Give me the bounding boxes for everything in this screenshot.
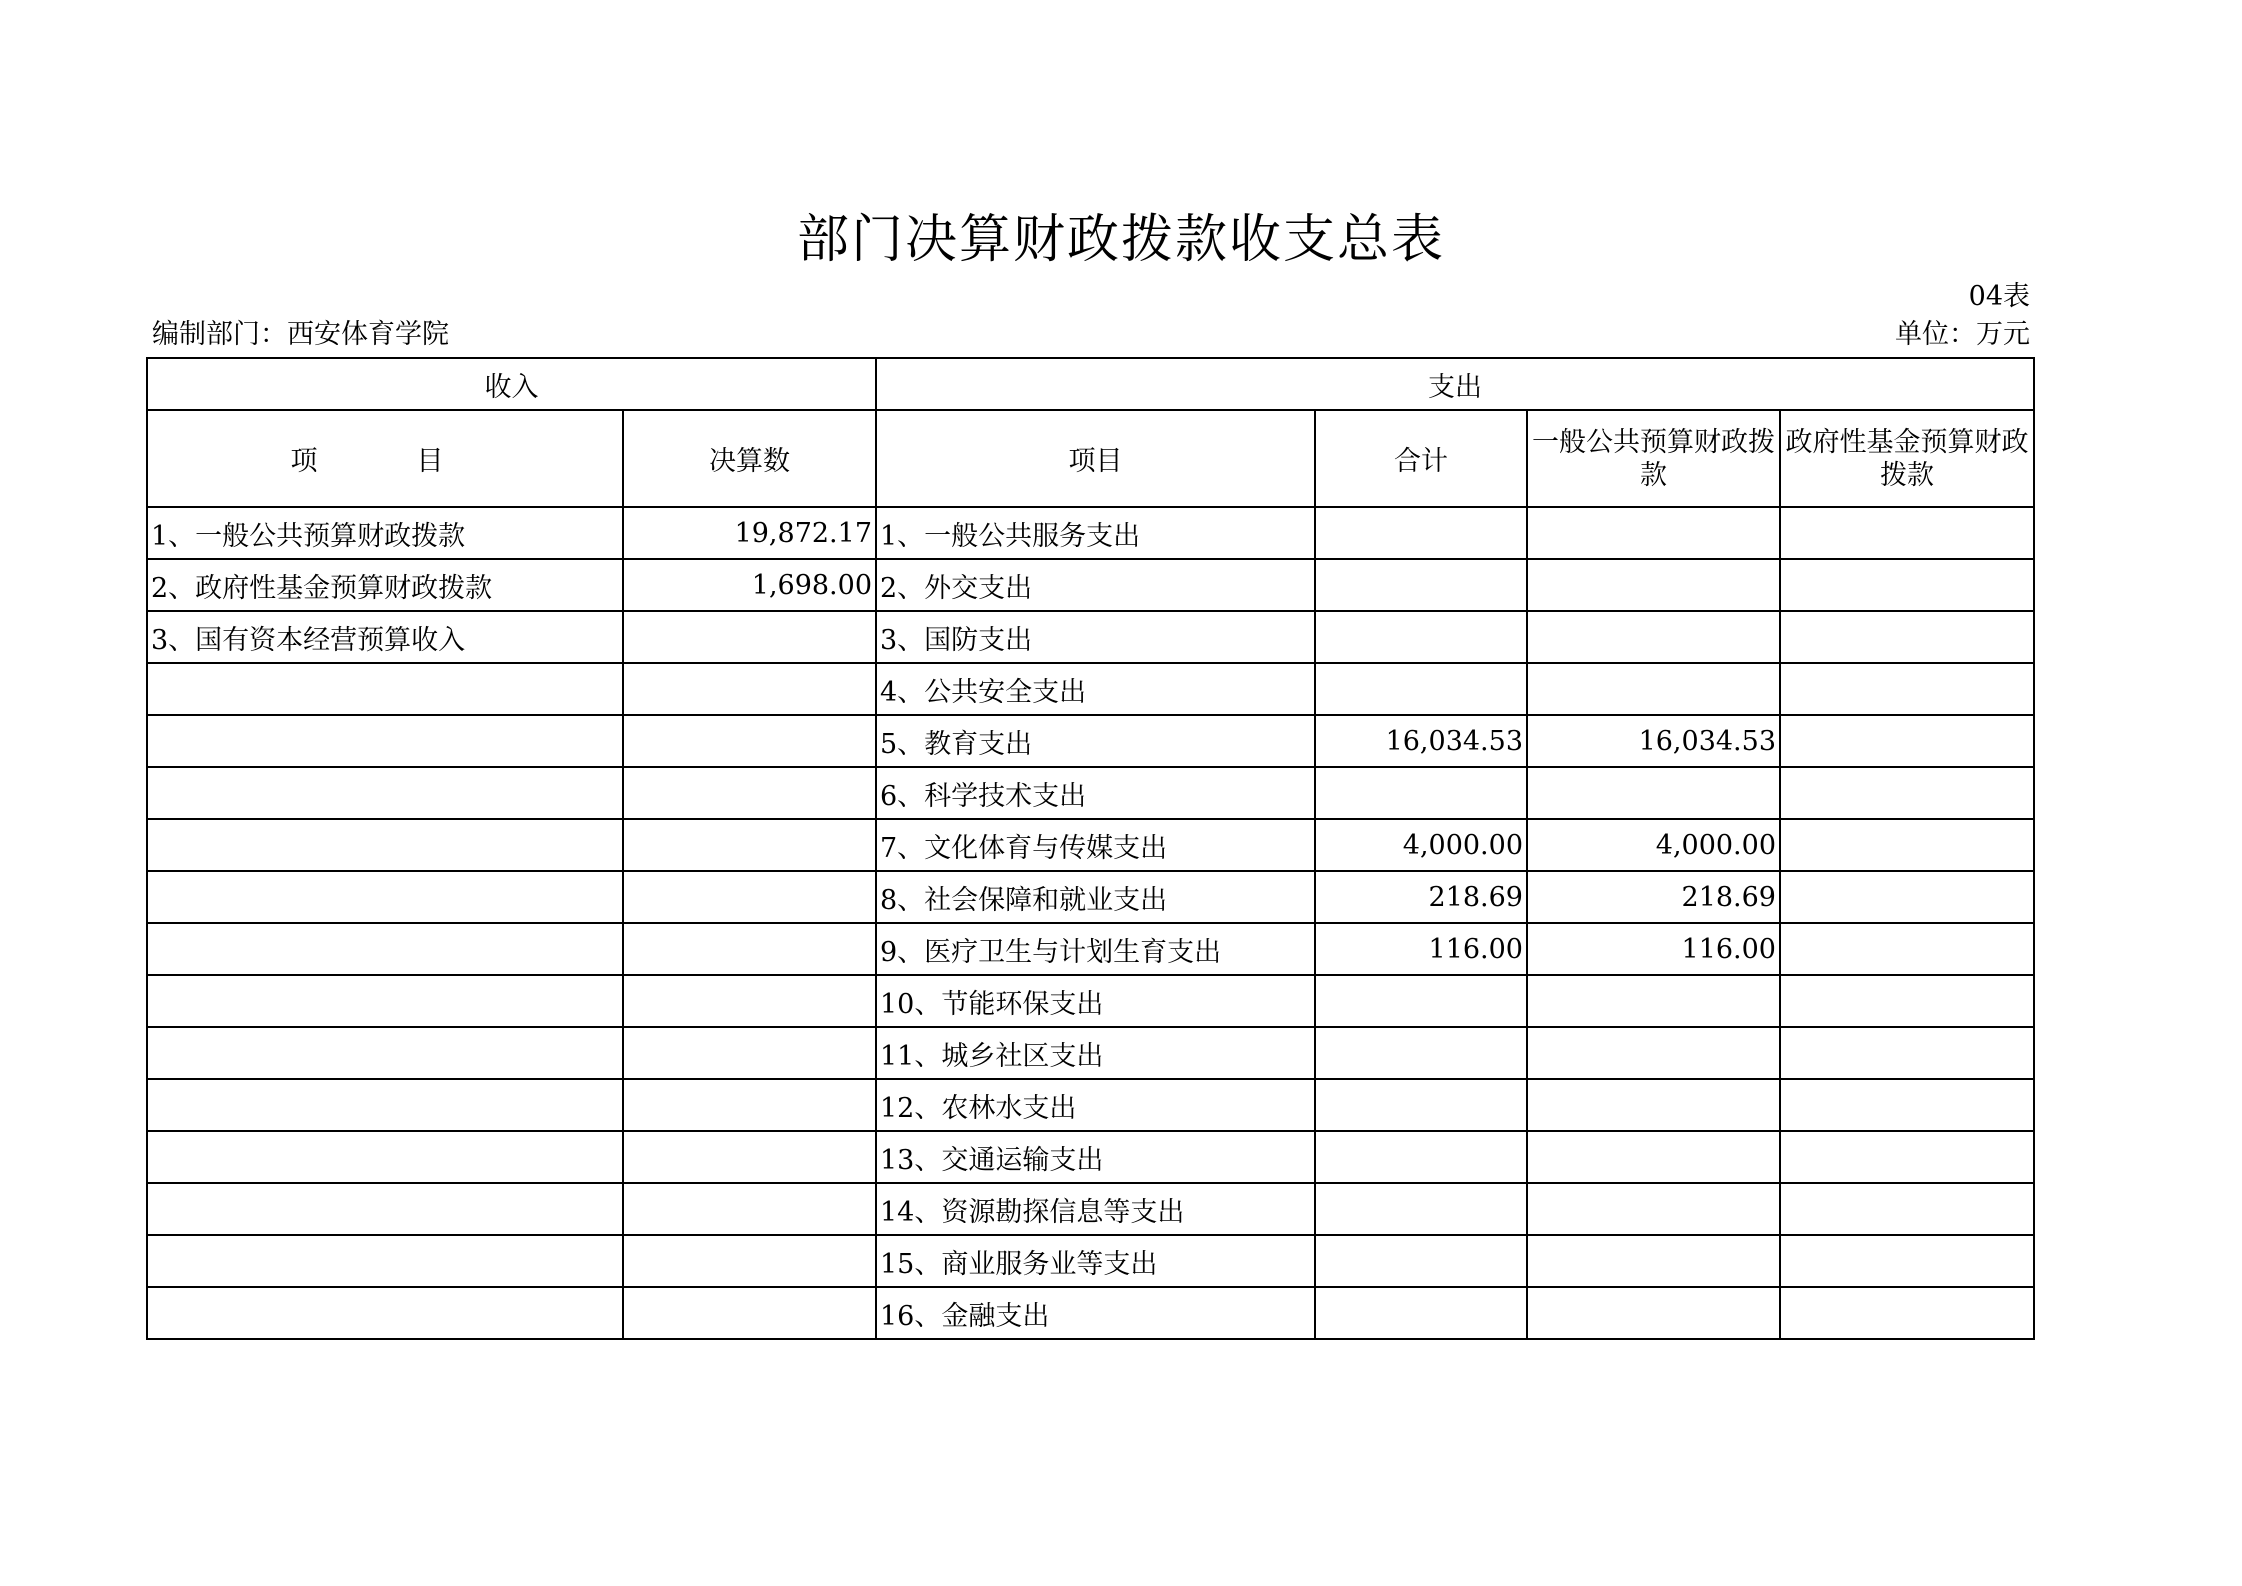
expense-total-cell: 116.00 bbox=[1315, 923, 1527, 975]
table-row bbox=[147, 767, 2034, 819]
table-row bbox=[147, 871, 2034, 923]
expense-total-cell: 16,034.53 bbox=[1315, 715, 1527, 767]
expense-item-cell: 16、金融支出 bbox=[876, 1287, 1315, 1339]
expense-item-cell: 8、社会保障和就业支出 bbox=[876, 871, 1315, 923]
expense-general-cell: 218.69 bbox=[1527, 871, 1780, 923]
expense-fund-cell bbox=[1780, 1079, 2034, 1131]
expense-fund-cell bbox=[1780, 819, 2034, 871]
expense-general-cell bbox=[1527, 1027, 1780, 1079]
income-item-cell bbox=[147, 1183, 623, 1235]
expense-fund-cell bbox=[1780, 507, 2034, 559]
expense-item-cell: 15、商业服务业等支出 bbox=[876, 1235, 1315, 1287]
expense-fund-cell bbox=[1780, 559, 2034, 611]
expense-fund-cell bbox=[1780, 767, 2034, 819]
table-row bbox=[147, 559, 2034, 611]
income-item-cell bbox=[147, 975, 623, 1027]
expense-fund-cell bbox=[1780, 871, 2034, 923]
page-title: 部门决算财政拨款收支总表 bbox=[796, 210, 1445, 270]
expense-item-cell: 1、一般公共服务支出 bbox=[876, 507, 1315, 559]
expense-item-cell: 6、科学技术支出 bbox=[876, 767, 1315, 819]
expense-general-cell bbox=[1527, 1183, 1780, 1235]
expense-item-cell: 13、交通运输支出 bbox=[876, 1131, 1315, 1183]
table-row bbox=[147, 1287, 2034, 1339]
income-item-header bbox=[147, 410, 623, 507]
income-item-cell bbox=[147, 1079, 623, 1131]
income-item-header-text: 项 目 bbox=[290, 446, 480, 477]
expense-fund-cell bbox=[1780, 715, 2034, 767]
income-item-cell bbox=[147, 819, 623, 871]
income-item-cell bbox=[147, 715, 623, 767]
expense-total-cell bbox=[1315, 767, 1527, 819]
income-amount-cell bbox=[623, 975, 876, 1027]
expense-fund-cell bbox=[1780, 923, 2034, 975]
table-row bbox=[147, 611, 2034, 663]
expense-general-cell: 16,034.53 bbox=[1527, 715, 1780, 767]
table-row bbox=[147, 819, 2034, 871]
expense-total-cell bbox=[1315, 1183, 1527, 1235]
expense-total-cell: 4,000.00 bbox=[1315, 819, 1527, 871]
expense-fund-cell bbox=[1780, 1183, 2034, 1235]
income-item-cell: 1、一般公共预算财政拨款 bbox=[147, 507, 623, 559]
expense-total-cell: 218.69 bbox=[1315, 871, 1527, 923]
expense-item-cell: 7、文化体育与传媒支出 bbox=[876, 819, 1315, 871]
expense-item-cell: 11、城乡社区支出 bbox=[876, 1027, 1315, 1079]
form-number: 04表 bbox=[1968, 281, 2030, 312]
unit-label: 单位：万元 bbox=[1895, 319, 2030, 350]
table-row bbox=[147, 663, 2034, 715]
income-amount-cell bbox=[623, 1235, 876, 1287]
group-header-row bbox=[147, 358, 2034, 410]
income-amount-cell: 19,872.17 bbox=[623, 507, 876, 559]
expense-total-header: 合计 bbox=[1315, 410, 1527, 507]
expense-fund-cell bbox=[1780, 1287, 2034, 1339]
expense-fund-cell bbox=[1780, 1131, 2034, 1183]
expense-general-cell bbox=[1527, 663, 1780, 715]
expense-general-cell bbox=[1527, 975, 1780, 1027]
income-amount-cell bbox=[623, 1287, 876, 1339]
income-amount-header: 决算数 bbox=[623, 410, 876, 507]
expense-item-header: 项目 bbox=[876, 410, 1315, 507]
income-amount-cell bbox=[623, 871, 876, 923]
income-amount-cell: 1,698.00 bbox=[623, 559, 876, 611]
table-row bbox=[147, 1183, 2034, 1235]
table-row bbox=[147, 1131, 2034, 1183]
expense-total-cell bbox=[1315, 1235, 1527, 1287]
expense-general-header: 一般公共预算财政拨款 bbox=[1527, 410, 1780, 507]
table-row bbox=[147, 1235, 2034, 1287]
income-amount-cell bbox=[623, 1027, 876, 1079]
expense-fund-cell bbox=[1780, 975, 2034, 1027]
expense-general-cell bbox=[1527, 1287, 1780, 1339]
expense-item-cell: 9、医疗卫生与计划生育支出 bbox=[876, 923, 1315, 975]
expense-item-cell: 4、公共安全支出 bbox=[876, 663, 1315, 715]
income-item-cell bbox=[147, 1235, 623, 1287]
expense-total-cell bbox=[1315, 611, 1527, 663]
income-amount-cell bbox=[623, 663, 876, 715]
expense-general-cell bbox=[1527, 611, 1780, 663]
table-row bbox=[147, 507, 2034, 559]
income-amount-cell bbox=[623, 1131, 876, 1183]
expense-item-cell: 3、国防支出 bbox=[876, 611, 1315, 663]
expense-general-cell bbox=[1527, 507, 1780, 559]
income-amount-cell bbox=[623, 1079, 876, 1131]
expense-fund-header: 政府性基金预算财政拨款 bbox=[1780, 410, 2034, 507]
income-amount-cell bbox=[623, 715, 876, 767]
income-amount-cell bbox=[623, 767, 876, 819]
expense-fund-cell bbox=[1780, 1027, 2034, 1079]
income-amount-cell bbox=[623, 819, 876, 871]
income-amount-cell bbox=[623, 611, 876, 663]
expense-general-cell bbox=[1527, 559, 1780, 611]
expense-general-cell: 116.00 bbox=[1527, 923, 1780, 975]
expense-general-cell bbox=[1527, 1235, 1780, 1287]
income-expense-table bbox=[146, 357, 2035, 1340]
expense-total-cell bbox=[1315, 1027, 1527, 1079]
expense-total-cell bbox=[1315, 507, 1527, 559]
expense-general-cell bbox=[1527, 767, 1780, 819]
expense-general-cell bbox=[1527, 1079, 1780, 1131]
income-item-cell bbox=[147, 871, 623, 923]
expense-total-cell bbox=[1315, 663, 1527, 715]
expense-fund-cell bbox=[1780, 663, 2034, 715]
income-item-cell: 2、政府性基金预算财政拨款 bbox=[147, 559, 623, 611]
income-item-cell bbox=[147, 1131, 623, 1183]
income-item-cell bbox=[147, 923, 623, 975]
income-item-cell bbox=[147, 663, 623, 715]
income-amount-cell bbox=[623, 1183, 876, 1235]
column-header-row bbox=[147, 410, 2034, 507]
income-item-cell: 3、国有资本经营预算收入 bbox=[147, 611, 623, 663]
expense-item-cell: 14、资源勘探信息等支出 bbox=[876, 1183, 1315, 1235]
income-item-cell bbox=[147, 1027, 623, 1079]
expense-item-cell: 12、农林水支出 bbox=[876, 1079, 1315, 1131]
expense-general-cell: 4,000.00 bbox=[1527, 819, 1780, 871]
expense-group-header: 支出 bbox=[876, 358, 2034, 410]
expense-general-cell bbox=[1527, 1131, 1780, 1183]
expense-fund-cell bbox=[1780, 1235, 2034, 1287]
table-row bbox=[147, 975, 2034, 1027]
expense-item-cell: 10、节能环保支出 bbox=[876, 975, 1315, 1027]
expense-total-cell bbox=[1315, 1287, 1527, 1339]
table-row bbox=[147, 923, 2034, 975]
expense-total-cell bbox=[1315, 1131, 1527, 1183]
table-row bbox=[147, 715, 2034, 767]
expense-total-cell bbox=[1315, 975, 1527, 1027]
expense-total-cell bbox=[1315, 559, 1527, 611]
table-row bbox=[147, 1027, 2034, 1079]
income-item-cell bbox=[147, 1287, 623, 1339]
income-amount-cell bbox=[623, 923, 876, 975]
expense-total-cell bbox=[1315, 1079, 1527, 1131]
income-item-cell bbox=[147, 767, 623, 819]
expense-item-cell: 2、外交支出 bbox=[876, 559, 1315, 611]
table-row bbox=[147, 1079, 2034, 1131]
expense-item-cell: 5、教育支出 bbox=[876, 715, 1315, 767]
expense-fund-cell bbox=[1780, 611, 2034, 663]
department-label: 编制部门：西安体育学院 bbox=[152, 319, 449, 350]
income-group-header: 收入 bbox=[147, 358, 876, 410]
